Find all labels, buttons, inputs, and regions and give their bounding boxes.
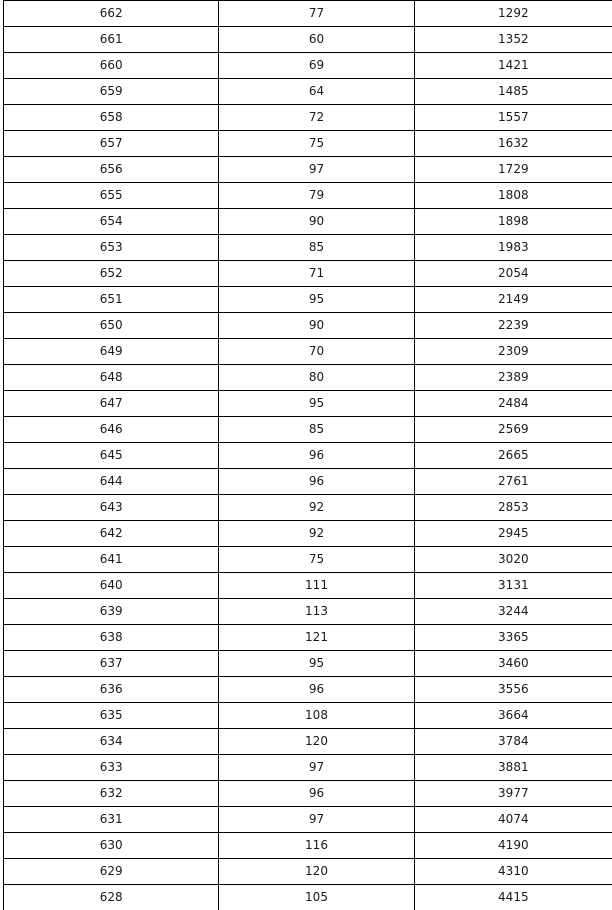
cumulative-count-cell: 1485 xyxy=(414,79,612,105)
cumulative-count-cell: 4415 xyxy=(414,885,612,910)
score-cell: 662 xyxy=(4,1,219,27)
count-cell: 71 xyxy=(219,261,414,287)
score-cell: 639 xyxy=(4,599,219,625)
table-row xyxy=(4,729,612,755)
score-cell: 634 xyxy=(4,729,219,755)
table-row xyxy=(4,261,612,287)
score-cell: 628 xyxy=(4,885,219,910)
cumulative-count-cell: 1632 xyxy=(414,131,612,157)
count-cell: 97 xyxy=(219,807,414,833)
table-row xyxy=(4,105,612,131)
count-cell: 105 xyxy=(219,885,414,910)
table-row xyxy=(4,599,612,625)
count-cell: 85 xyxy=(219,417,414,443)
score-cell: 655 xyxy=(4,183,219,209)
count-cell: 96 xyxy=(219,443,414,469)
score-cell: 660 xyxy=(4,53,219,79)
table-row xyxy=(4,287,612,313)
table-row xyxy=(4,53,612,79)
count-cell: 60 xyxy=(219,27,414,53)
table-row xyxy=(4,755,612,781)
cumulative-count-cell: 1808 xyxy=(414,183,612,209)
score-cell: 635 xyxy=(4,703,219,729)
count-cell: 77 xyxy=(219,1,414,27)
score-cell: 648 xyxy=(4,365,219,391)
score-cell: 647 xyxy=(4,391,219,417)
cumulative-count-cell: 2569 xyxy=(414,417,612,443)
table-row xyxy=(4,417,612,443)
table-row xyxy=(4,443,612,469)
score-cell: 638 xyxy=(4,625,219,651)
count-cell: 97 xyxy=(219,157,414,183)
cumulative-count-cell: 2149 xyxy=(414,287,612,313)
score-cell: 632 xyxy=(4,781,219,807)
score-cell: 633 xyxy=(4,755,219,781)
cumulative-count-cell: 1557 xyxy=(414,105,612,131)
count-cell: 113 xyxy=(219,599,414,625)
cumulative-count-cell: 3556 xyxy=(414,677,612,703)
cumulative-count-cell: 1292 xyxy=(414,1,612,27)
score-cell: 636 xyxy=(4,677,219,703)
count-cell: 90 xyxy=(219,313,414,339)
score-cell: 657 xyxy=(4,131,219,157)
score-cell: 646 xyxy=(4,417,219,443)
count-cell: 121 xyxy=(219,625,414,651)
table-row xyxy=(4,365,612,391)
cumulative-count-cell: 3664 xyxy=(414,703,612,729)
score-cell: 645 xyxy=(4,443,219,469)
count-cell: 72 xyxy=(219,105,414,131)
score-cell: 643 xyxy=(4,495,219,521)
count-cell: 95 xyxy=(219,651,414,677)
cumulative-count-cell: 2389 xyxy=(414,365,612,391)
score-cell: 656 xyxy=(4,157,219,183)
score-cell: 629 xyxy=(4,859,219,885)
score-cell: 630 xyxy=(4,833,219,859)
score-cell: 661 xyxy=(4,27,219,53)
table-row xyxy=(4,131,612,157)
table-row xyxy=(4,339,612,365)
score-cell: 651 xyxy=(4,287,219,313)
table-row xyxy=(4,547,612,573)
cumulative-count-cell: 3977 xyxy=(414,781,612,807)
count-cell: 75 xyxy=(219,547,414,573)
cumulative-count-cell: 2309 xyxy=(414,339,612,365)
count-cell: 90 xyxy=(219,209,414,235)
table-row xyxy=(4,573,612,599)
count-cell: 64 xyxy=(219,79,414,105)
cumulative-count-cell: 1352 xyxy=(414,27,612,53)
table-row xyxy=(4,703,612,729)
score-cell: 652 xyxy=(4,261,219,287)
cumulative-count-cell: 2484 xyxy=(414,391,612,417)
score-cell: 644 xyxy=(4,469,219,495)
cumulative-count-cell: 1983 xyxy=(414,235,612,261)
cumulative-count-cell: 3244 xyxy=(414,599,612,625)
table-row xyxy=(4,183,612,209)
count-cell: 108 xyxy=(219,703,414,729)
score-cell: 631 xyxy=(4,807,219,833)
cumulative-count-cell: 4310 xyxy=(414,859,612,885)
score-cell: 642 xyxy=(4,521,219,547)
table-row xyxy=(4,781,612,807)
cumulative-count-cell: 3020 xyxy=(414,547,612,573)
cumulative-count-cell: 2853 xyxy=(414,495,612,521)
cumulative-count-cell: 2761 xyxy=(414,469,612,495)
table-row xyxy=(4,469,612,495)
count-cell: 120 xyxy=(219,859,414,885)
count-cell: 96 xyxy=(219,677,414,703)
table-row xyxy=(4,833,612,859)
count-cell: 70 xyxy=(219,339,414,365)
score-cell: 640 xyxy=(4,573,219,599)
score-distribution-table xyxy=(3,0,612,910)
cumulative-count-cell: 1898 xyxy=(414,209,612,235)
table-row xyxy=(4,27,612,53)
score-cell: 637 xyxy=(4,651,219,677)
cumulative-count-cell: 2945 xyxy=(414,521,612,547)
count-cell: 79 xyxy=(219,183,414,209)
table-row xyxy=(4,235,612,261)
score-cell: 649 xyxy=(4,339,219,365)
score-cell: 659 xyxy=(4,79,219,105)
table-row xyxy=(4,313,612,339)
count-cell: 92 xyxy=(219,495,414,521)
table-row xyxy=(4,677,612,703)
table-row xyxy=(4,209,612,235)
table-row xyxy=(4,157,612,183)
cumulative-count-cell: 3881 xyxy=(414,755,612,781)
cumulative-count-cell: 3784 xyxy=(414,729,612,755)
count-cell: 96 xyxy=(219,781,414,807)
table-row xyxy=(4,625,612,651)
count-cell: 85 xyxy=(219,235,414,261)
score-cell: 658 xyxy=(4,105,219,131)
table-row xyxy=(4,859,612,885)
count-cell: 80 xyxy=(219,365,414,391)
table-row xyxy=(4,391,612,417)
count-cell: 95 xyxy=(219,287,414,313)
count-cell: 92 xyxy=(219,521,414,547)
table-row xyxy=(4,885,612,910)
cumulative-count-cell: 3131 xyxy=(414,573,612,599)
count-cell: 97 xyxy=(219,755,414,781)
cumulative-count-cell: 4074 xyxy=(414,807,612,833)
score-cell: 650 xyxy=(4,313,219,339)
table-row xyxy=(4,79,612,105)
cumulative-count-cell: 4190 xyxy=(414,833,612,859)
count-cell: 69 xyxy=(219,53,414,79)
table-row xyxy=(4,651,612,677)
count-cell: 96 xyxy=(219,469,414,495)
cumulative-count-cell: 3460 xyxy=(414,651,612,677)
table-row xyxy=(4,521,612,547)
count-cell: 111 xyxy=(219,573,414,599)
cumulative-count-cell: 3365 xyxy=(414,625,612,651)
table-row xyxy=(4,495,612,521)
table-row xyxy=(4,807,612,833)
count-cell: 95 xyxy=(219,391,414,417)
count-cell: 75 xyxy=(219,131,414,157)
score-cell: 654 xyxy=(4,209,219,235)
cumulative-count-cell: 1421 xyxy=(414,53,612,79)
count-cell: 116 xyxy=(219,833,414,859)
cumulative-count-cell: 2665 xyxy=(414,443,612,469)
score-table-body xyxy=(4,1,612,910)
cumulative-count-cell: 2239 xyxy=(414,313,612,339)
count-cell: 120 xyxy=(219,729,414,755)
table-row xyxy=(4,1,612,27)
cumulative-count-cell: 2054 xyxy=(414,261,612,287)
cumulative-count-cell: 1729 xyxy=(414,157,612,183)
score-cell: 653 xyxy=(4,235,219,261)
score-cell: 641 xyxy=(4,547,219,573)
